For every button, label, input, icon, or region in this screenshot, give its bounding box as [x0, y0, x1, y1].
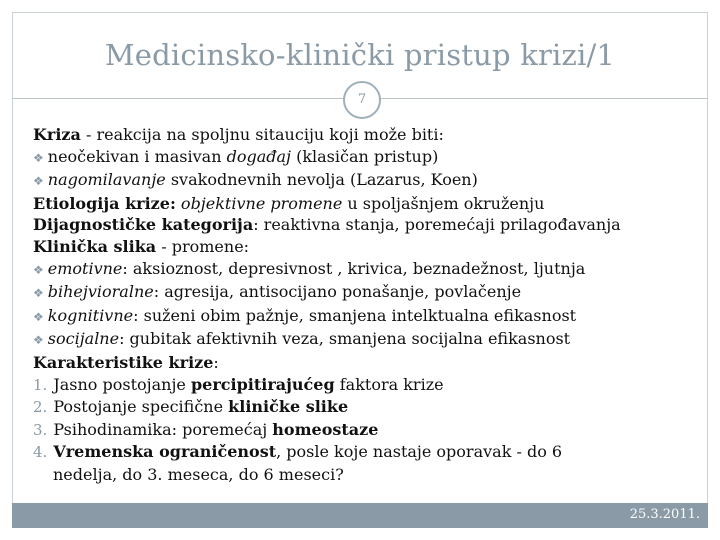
bullet-icon: ❖: [33, 150, 44, 165]
text-n2: Postojanje specifične: [53, 397, 229, 417]
bullet-icon: ❖: [33, 262, 44, 277]
bullet-item: [33, 281, 703, 305]
footer-date: 25.3.2011.: [629, 507, 700, 522]
numbered-item-continuation: nedelja, do 3. meseca, do 6 meseci?: [53, 464, 344, 484]
bullet-item: [33, 146, 703, 170]
term-etiologija: Etiologija krize:: [33, 193, 176, 213]
text-karakteristike: :: [213, 352, 219, 372]
em-k2: bihejvioralne: [47, 282, 154, 302]
term-karakteristike: Karakteristike krize: [33, 352, 214, 372]
em-k3: kognitivne: [47, 305, 134, 325]
term-dijagnosticke: Dijagnostičke kategorija: [33, 215, 254, 235]
slide-body: [33, 124, 703, 486]
text-kriza: - reakcija na spoljnu sitauciju koji može biti:: [80, 125, 444, 144]
text-k2: : agresija, antisocijano ponašanje, povlačenje: [153, 282, 522, 302]
em-k4: socijalne: [47, 329, 120, 349]
text-n3: Psihodinamika: poremećaj: [53, 419, 273, 439]
text-k4: : gubitak afektivnih veza, smanjena socijalna efikasnost: [119, 329, 571, 349]
item-number: 3.: [33, 420, 48, 439]
em-etiologija: objektivne promene: [175, 193, 343, 213]
text-b1-end: (klasičan pristup): [291, 146, 439, 166]
em-k1: emotivne: [47, 258, 123, 278]
numbered-item: [33, 441, 703, 464]
numbered-item: [33, 419, 703, 442]
text-k1: : aksioznost, depresivnost , krivica, beznadežnost, ljutnja: [122, 258, 586, 278]
line-karakteristike: [33, 352, 703, 374]
bullet-icon: ❖: [33, 174, 44, 189]
bold-n2: kliničke slike: [228, 397, 349, 417]
text-b1: neočekivan i masivan: [47, 146, 227, 166]
text-k3: : suženi obim pažnje, smanjena intelktualna efikasnost: [133, 305, 577, 325]
text-etiologija: u spoljašnjem okruženju: [342, 193, 545, 213]
slide-number-badge: 7: [343, 81, 381, 119]
bold-n3: homeostaze: [272, 419, 379, 439]
text-b2: svakodnevnih nevolja (Lazarus, Koen): [165, 170, 478, 190]
em-b2: nagomilavanje: [47, 170, 166, 190]
footer-bar: [12, 503, 708, 528]
text-n1-end: faktora krize: [334, 374, 444, 394]
bold-n1: percipitirajućeg: [190, 374, 335, 394]
term-klinicka: Klinička slika: [33, 236, 157, 256]
bullet-icon: ❖: [33, 309, 44, 324]
bold-n4: Vremenska ograničenost: [53, 442, 277, 462]
numbered-item: [33, 374, 703, 397]
line-etiologija: [33, 193, 703, 215]
slide-title: Medicinsko-klinički pristup krizi/1: [104, 38, 616, 72]
bullet-icon: ❖: [33, 286, 44, 301]
bullet-item: [33, 305, 703, 329]
numbered-item: [33, 396, 703, 419]
bullet-item: [33, 258, 703, 282]
text-klinicka: - promene:: [156, 236, 250, 256]
text-n4: , posle koje nastaje oporavak - do 6: [276, 442, 563, 462]
bullet-icon: ❖: [33, 333, 44, 348]
item-number: 2.: [33, 398, 48, 417]
bullet-item: [33, 328, 703, 352]
em-b1: događaj: [226, 146, 291, 166]
bullet-item: [33, 169, 703, 193]
line-kriza: [33, 124, 703, 146]
item-number: 4.: [33, 443, 48, 462]
item-number: 1.: [33, 375, 48, 394]
term-kriza: Kriza: [33, 125, 81, 144]
text-dijagnosticke: : reaktivna stanja, poremećaji prilagođavanja: [253, 215, 621, 235]
line-dijagnosticke: [33, 214, 703, 236]
text-n1: Jasno postojanje: [53, 374, 191, 394]
line-klinicka: [33, 236, 703, 258]
